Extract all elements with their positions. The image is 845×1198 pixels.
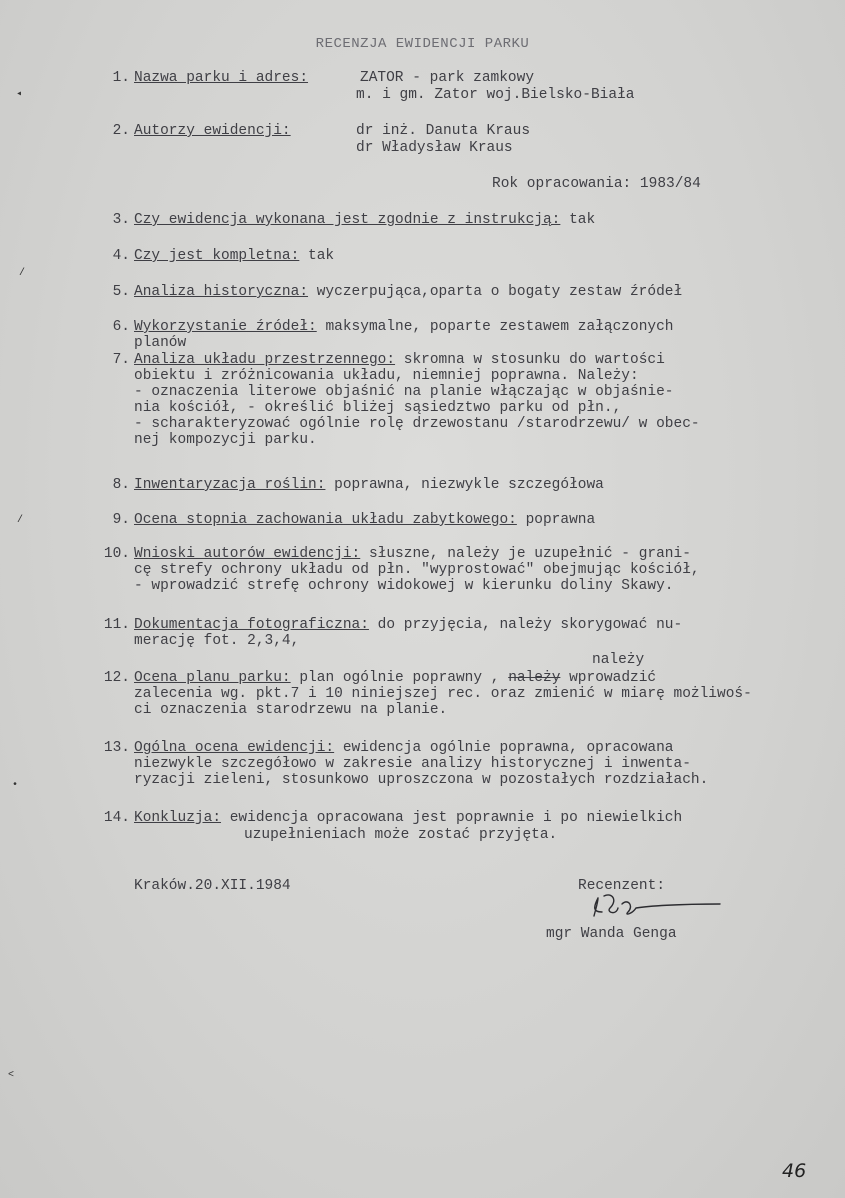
item-label: Ocena stopnia zachowania układu zabytkowego: (134, 512, 517, 528)
margin-mark: • (12, 780, 19, 791)
item-number: 12. (103, 670, 130, 686)
item-number: 9. (112, 512, 130, 528)
item-value: uzupełnieniach może zostać przyjęta. (244, 827, 558, 843)
item-value: słuszne, należy je uzupełnić - grani- (368, 546, 691, 562)
inserted-word: należy (592, 652, 645, 668)
item-value: tak (308, 248, 335, 264)
struck-word: należy (508, 670, 561, 686)
item-value: - oznaczenia literowe objaśnić na planie włączając w objaśnie- (134, 384, 674, 400)
item-number: 6. (112, 319, 130, 335)
page-number: 46 (782, 1160, 807, 1182)
margin-mark: < (8, 1070, 15, 1081)
item-label: Ocena planu parku: (134, 670, 291, 686)
item-value: ewidencja ogólnie poprawna, opracowana (342, 740, 674, 756)
margin-mark: ◂ (16, 89, 23, 100)
document-title: RECENZJA EWIDENCJI PARKU (315, 36, 530, 52)
item-value: do przyjęcia, należy skorygować nu- (377, 617, 683, 633)
item-value: zalecenia wg. pkt.7 i 10 niniejszej rec. oraz zmienić w miarę możliwoś- (134, 686, 752, 702)
item-value: - wprowadzić strefę ochrony widokowej w kierunku doliny Skawy. (134, 578, 674, 594)
item-label: Inwentaryzacja roślin: (134, 477, 326, 493)
item-number: 14. (103, 810, 130, 826)
item-value: poprawna, niezwykle szczegółowa (334, 477, 604, 493)
item-value: merację fot. 2,3,4, (134, 633, 300, 649)
item-value: maksymalne, poparte zestawem załączonych (325, 319, 674, 335)
margin-mark: / (19, 268, 26, 279)
item-label: Ogólna ocena ewidencji: (134, 740, 335, 756)
item-value: - scharakteryzować ogólnie rolę drzewostanu /starodrzewu/ w obec- (134, 416, 700, 432)
item-number: 4. (112, 248, 130, 264)
item-number: 1. (112, 70, 130, 86)
item-value: dr Władysław Kraus (356, 140, 513, 156)
item-value: ci oznaczenia starodrzewu na planie. (134, 702, 448, 718)
item-value: wyczerpująca,oparta o bogaty zestaw źródeł (316, 284, 683, 300)
place-date: Kraków.20.XII.1984 (134, 878, 291, 894)
item-number: 7. (112, 352, 130, 368)
reviewer-name: mgr Wanda Genga (546, 926, 677, 942)
item-value: dr inż. Danuta Kraus (356, 123, 531, 139)
item-label: Analiza układu przestrzennego: (134, 352, 396, 368)
item-value: poprawna (525, 512, 596, 528)
item-label: Czy jest kompletna: (134, 248, 300, 264)
reviewer-label: Recenzent: (578, 878, 666, 894)
item-value: tak (569, 212, 596, 228)
item-value: plan ogólnie poprawny , (299, 670, 500, 686)
item-label: Autorzy ewidencji: (134, 123, 291, 139)
item-value: ryzacji zieleni, stosunkowo uproszczona w pozostałych rozdziałach. (134, 772, 709, 788)
item-number: 10. (103, 546, 130, 562)
item-value: nia kościół, - określić bliżej sąsiedztwo parku od płn., (134, 400, 622, 416)
item-number: 5. (112, 284, 130, 300)
item-value: ewidencja opracowana jest poprawnie i po niewielkich (229, 810, 683, 826)
item-value: ZATOR - park zamkowy (360, 70, 535, 86)
item-label: Konkluzja: (134, 810, 222, 826)
item-value: obiektu i zróżnicowania układu, niemniej poprawna. Należy: (134, 368, 639, 384)
item-label: Czy ewidencja wykonana jest zgodnie z instrukcją: (134, 212, 561, 228)
item-number: 13. (103, 740, 130, 756)
item-number: 2. (112, 123, 130, 139)
item-number: 3. (112, 212, 130, 228)
item-label: Analiza historyczna: (134, 284, 309, 300)
item-value: cę strefy ochrony układu od płn. "wyprostować" obejmując kościół, (134, 562, 700, 578)
item-number: 8. (112, 477, 130, 493)
handwritten-signature (588, 890, 723, 930)
margin-mark: / (17, 515, 24, 526)
item-label: Nazwa parku i adres: (134, 70, 309, 86)
item-value: m. i gm. Zator woj.Bielsko-Biała (356, 87, 635, 103)
item-value: niezwykle szczegółowo w zakresie analizy historycznej i inwenta- (134, 756, 691, 772)
item-value: nej kompozycji parku. (134, 432, 317, 448)
item-value: planów (134, 335, 187, 351)
item-number: 11. (103, 617, 130, 633)
item-label: Wnioski autorów ewidencji: (134, 546, 361, 562)
item-label: Wykorzystanie źródeł: (134, 319, 317, 335)
item-value: wprowadzić (569, 670, 657, 686)
year-of-preparation: Rok opracowania: 1983/84 (492, 176, 701, 192)
item-value: skromna w stosunku do wartości (403, 352, 665, 368)
item-label: Dokumentacja fotograficzna: (134, 617, 369, 633)
